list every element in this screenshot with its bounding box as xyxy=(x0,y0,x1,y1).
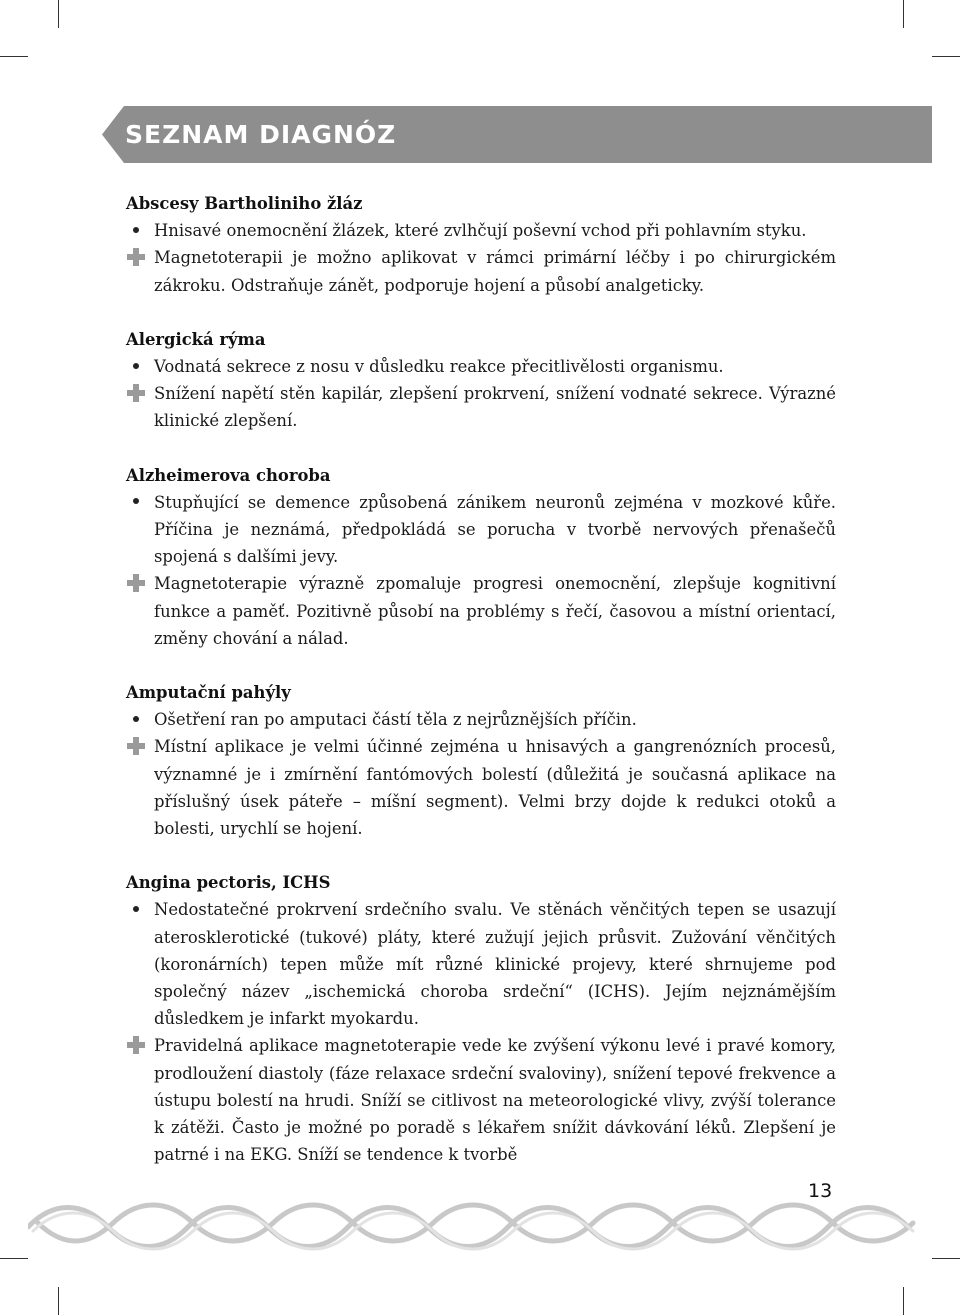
diagnosis-section xyxy=(126,679,836,842)
diagnosis-section xyxy=(126,462,836,652)
crop-mark-bottom-left xyxy=(58,1287,59,1315)
treatment-item xyxy=(126,1032,836,1168)
item-text: Stupňující se demence způsobená zánikem neuronů zejména v mozkové kůře. Příčina je neznámá, předpokládá se porucha v tvorbě nervových přenašečů spojená s dalšími jevy. xyxy=(154,492,836,567)
crop-mark-left-top xyxy=(0,56,28,57)
description-item xyxy=(126,217,836,244)
diagnosis-heading: Alzheimerova choroba xyxy=(126,465,331,485)
bullet-dot-icon xyxy=(126,217,146,244)
diagnosis-heading: Angina pectoris, ICHS xyxy=(126,873,331,893)
crop-mark-left-bottom xyxy=(0,1258,28,1259)
wave-ornament-icon xyxy=(28,1193,928,1253)
item-text: Snížení napětí stěn kapilár, zlepšení prokrvení, snížení vodnaté sekrece. Výrazné klinické zlepšení. xyxy=(154,384,836,431)
item-text: Magnetoterapii je možno aplikovat v rámci primární léčby i po chirurgickém zákroku. Odstraňuje zánět, podporuje hojení a působí analgeticky. xyxy=(154,248,836,295)
crop-mark-top-right xyxy=(903,0,904,28)
diagnosis-heading: Alergická rýma xyxy=(126,329,266,349)
item-text: Vodnatá sekrece z nosu v důsledku reakce přecitlivělosti organismu. xyxy=(154,357,724,377)
diagnosis-list xyxy=(126,190,836,1196)
bullet-dot-icon xyxy=(126,489,146,516)
plus-cross-icon xyxy=(126,570,146,597)
plus-cross-icon xyxy=(126,244,146,271)
crop-mark-bottom-right xyxy=(903,1287,904,1315)
treatment-item xyxy=(126,244,836,298)
description-item xyxy=(126,896,836,1032)
plus-cross-icon xyxy=(126,1032,146,1059)
item-text: Hnisavé onemocnění žlázek, které zvlhčují poševní vchod při pohlavním styku. xyxy=(154,221,807,241)
plus-cross-icon xyxy=(126,733,146,760)
diagnosis-heading: Amputační pahýly xyxy=(126,683,291,703)
item-text: Magnetoterapie výrazně zpomaluje progresi onemocnění, zlepšuje kognitivní funkce a paměť. Pozitivně působí na problémy s řečí, časovou a místní orientací, změny chování a nálad. xyxy=(154,574,836,648)
bullet-dot-icon xyxy=(126,353,146,380)
description-item xyxy=(126,489,836,571)
item-text: Místní aplikace je velmi účinné zejména u hnisavých a gangrenózních procesů, významné je i zmírnění fantómových bolestí (důležitá je současná aplikace na příslušný úsek páteře – míšní segment). Velmi brzy dojde k redukci otoků a bolesti, urychlí se hojení. xyxy=(154,737,836,839)
description-item xyxy=(126,353,836,380)
item-text: Ošetření ran po amputaci částí těla z nejrůznějších příčin. xyxy=(154,710,637,730)
diagnosis-section xyxy=(126,869,836,1168)
crop-mark-right-top xyxy=(932,56,960,57)
bullet-dot-icon xyxy=(126,706,146,733)
page-number: 13 xyxy=(808,1180,833,1202)
item-text: Pravidelná aplikace magnetoterapie vede ke zvýšení výkonu levé i pravé komory, prodloužení diastoly (fáze relaxace srdeční svaloviny), snížení tepové frekvence a ústupu bolestí na hrudi. Sníží se citlivost na meteorologické vlivy, zvýší tolerance k zátěži. Často je možné po poradě s lékařem snížit dávkování léků. Zlepšení je patrné i na EKG. Sníží se tendence k tvorbě xyxy=(154,1036,836,1165)
diagnosis-heading: Abscesy Bartholiniho žláz xyxy=(126,194,363,213)
item-text: Nedostatečné prokrvení srdečního svalu. Ve stěnách věnčitých tepen se usazují aterosklerotické (tukové) pláty, které zužují jejich průsvit. Zužování věnčitých (koronárních) tepen může mít různé klinické projevy, které shrnujeme pod společný název „ischemická choroba srdeční“ (ICHS). Jejím nejznámějším důsledkem je infarkt myokardu. xyxy=(154,900,836,1029)
plus-cross-icon xyxy=(126,380,146,407)
diagnosis-section xyxy=(126,326,836,435)
diagnosis-section xyxy=(126,190,836,299)
page-title: SEZNAM DIAGNÓZ xyxy=(125,120,397,149)
treatment-item xyxy=(126,570,836,652)
bullet-dot-icon xyxy=(126,896,146,923)
treatment-item xyxy=(126,380,836,434)
treatment-item xyxy=(126,733,836,842)
crop-mark-right-bottom xyxy=(932,1258,960,1259)
description-item xyxy=(126,706,836,733)
crop-mark-top-left xyxy=(58,0,59,28)
